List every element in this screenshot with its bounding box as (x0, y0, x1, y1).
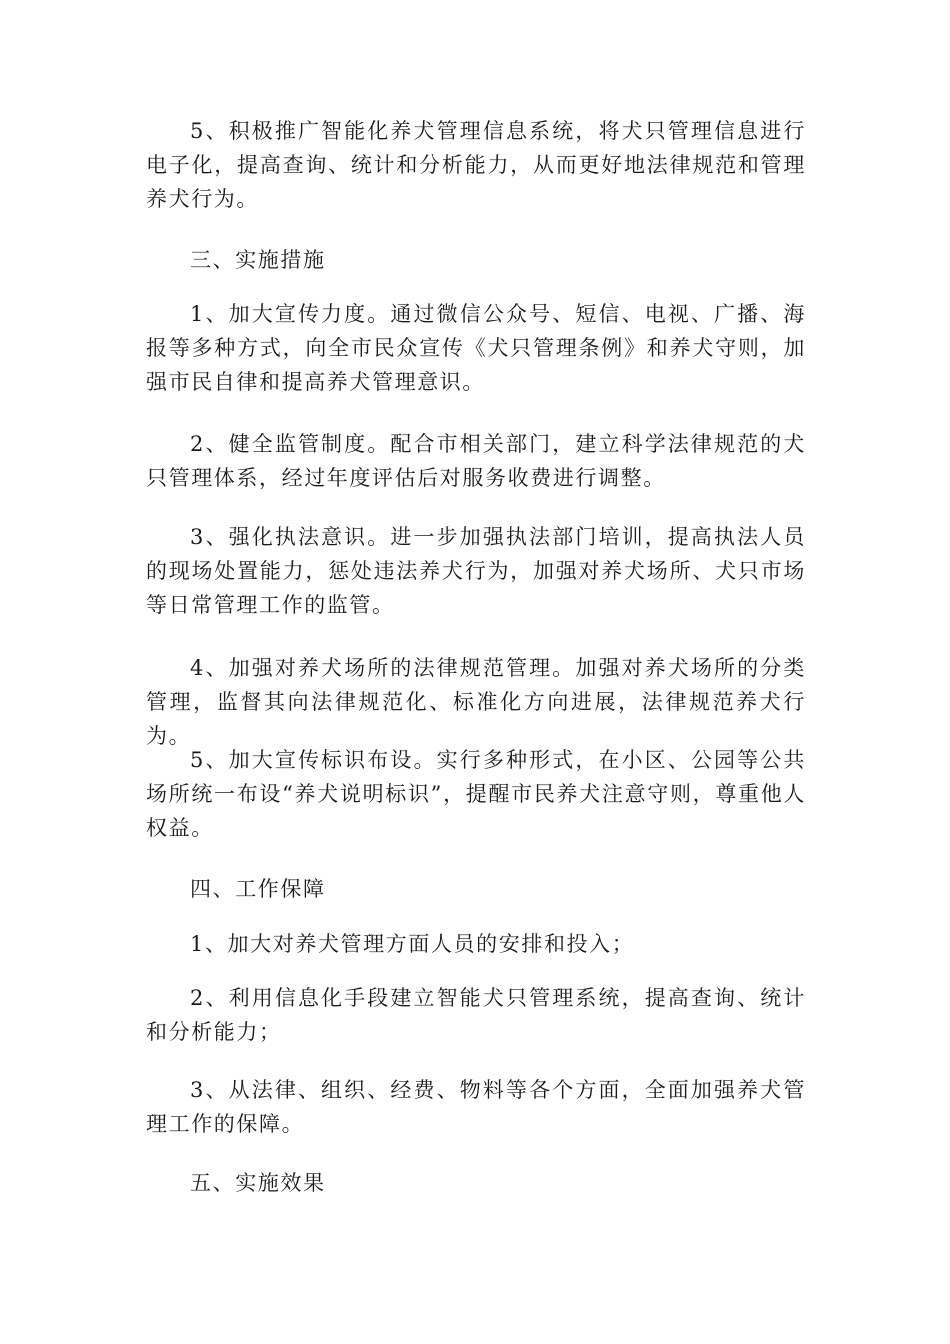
section-heading-implementation-measures: 三、实施措施 (190, 248, 326, 272)
section-heading-work-guarantee: 四、工作保障 (190, 877, 326, 901)
paragraph-measure-2-supervision: 2、健全监管制度。配合市相关部门，建立科学法律规范的犬只管理体系，经过年度评估后对服务收费进行调整。 (146, 432, 806, 490)
paragraph-measure-3-enforcement: 3、强化执法意识。进一步加强执法部门培训，提高执法人员的现场处置能力，惩处违法养犬行为，加强对养犬场所、犬只市场等日常管理工作的监管。 (146, 525, 806, 617)
section-heading-implementation-effect: 五、实施效果 (190, 1171, 326, 1195)
paragraph-measure-4-venue-management: 4、加强对养犬场所的法律规范管理。加强对养犬场所的分类管理，监督其向法律规范化、标准化方向进展，法律规范养犬行为。 (146, 656, 806, 748)
paragraph-measure-5-signage: 5、加大宣传标识布设。实行多种形式，在小区、公园等公共场所统一布设“养犬说明标识”，提醒市民养犬注意守则，尊重他人权益。 (146, 748, 806, 840)
paragraph-guarantee-3-support: 3、从法律、组织、经费、物料等各个方面，全面加强养犬管理工作的保障。 (146, 1078, 806, 1136)
paragraph-guarantee-2-information-system: 2、利用信息化手段建立智能犬只管理系统，提高查询、统计和分析能力； (146, 986, 806, 1044)
paragraph-item5-intelligent-system: 5、积极推广智能化养犬管理信息系统，将犬只管理信息进行电子化，提高查询、统计和分析能力，从而更好地法律规范和管理养犬行为。 (146, 119, 806, 211)
paragraph-guarantee-1-staffing: 1、加大对养犬管理方面人员的安排和投入； (190, 932, 635, 956)
paragraph-measure-1-publicity: 1、加大宣传力度。通过微信公众号、短信、电视、广播、海报等多种方式，向全市民众宣传《犬只管理条例》和养犬守则，加强市民自律和提高养犬管理意识。 (146, 302, 806, 394)
